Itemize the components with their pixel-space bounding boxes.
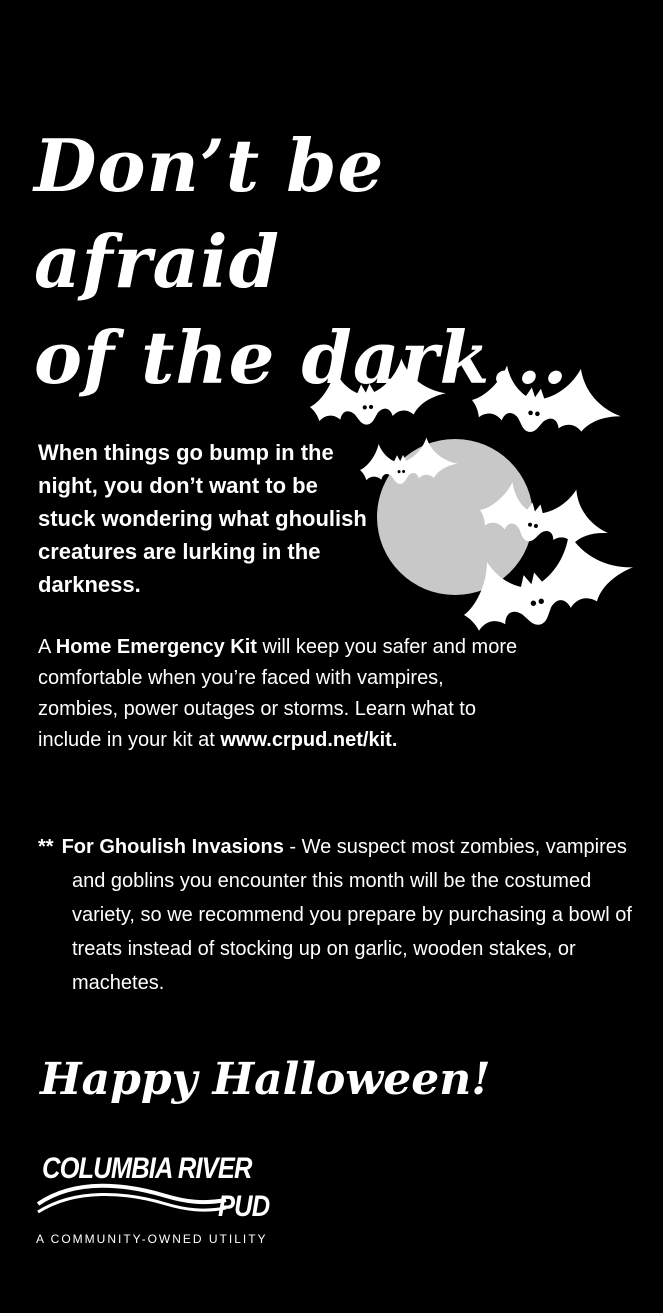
note-stars: ** [38, 836, 54, 858]
note-label: For Ghoulish Invasions [61, 836, 284, 858]
headline-line-2: of the dark... [34, 315, 569, 400]
logo-tagline: A COMMUNITY-OWNED UTILITY [36, 1232, 268, 1246]
kit-paragraph [38, 632, 518, 756]
kit-url-link[interactable]: www.crpud.net/kit. [220, 729, 398, 751]
bat-icon [469, 354, 627, 444]
kit-prefix: A [38, 636, 56, 658]
logo-line-2: PUD [218, 1190, 270, 1223]
note-text: - We suspect most zombies, vampires and goblins you encounter this month will be the costumed variety, so we recommend you prepare by purchasing a bowl of treats instead of stocking up on garlic, wooden stakes, or machetes. [72, 836, 632, 994]
lead-paragraph: When things go bump in the night, you don’t want to be stuck wondering what ghoulish creatures are lurking in the darkness. [38, 440, 367, 597]
kit-description: will keep you safer and more comfortable when you’re faced with vampires, zombies, power outages or storms. Learn what to include in your kit at [38, 636, 518, 751]
kit-name: Home Emergency Kit [55, 636, 257, 658]
logo-wave-icon [36, 1174, 236, 1218]
ghoulish-note [38, 830, 638, 1000]
headline-line-1: Don’t be afraid [34, 123, 385, 304]
greeting: Happy Halloween! [40, 1054, 491, 1105]
logo-line-1: COLUMBIA RIVER [42, 1152, 252, 1185]
columbia-river-pud-logo [36, 1152, 306, 1252]
bat-icon [307, 356, 448, 429]
